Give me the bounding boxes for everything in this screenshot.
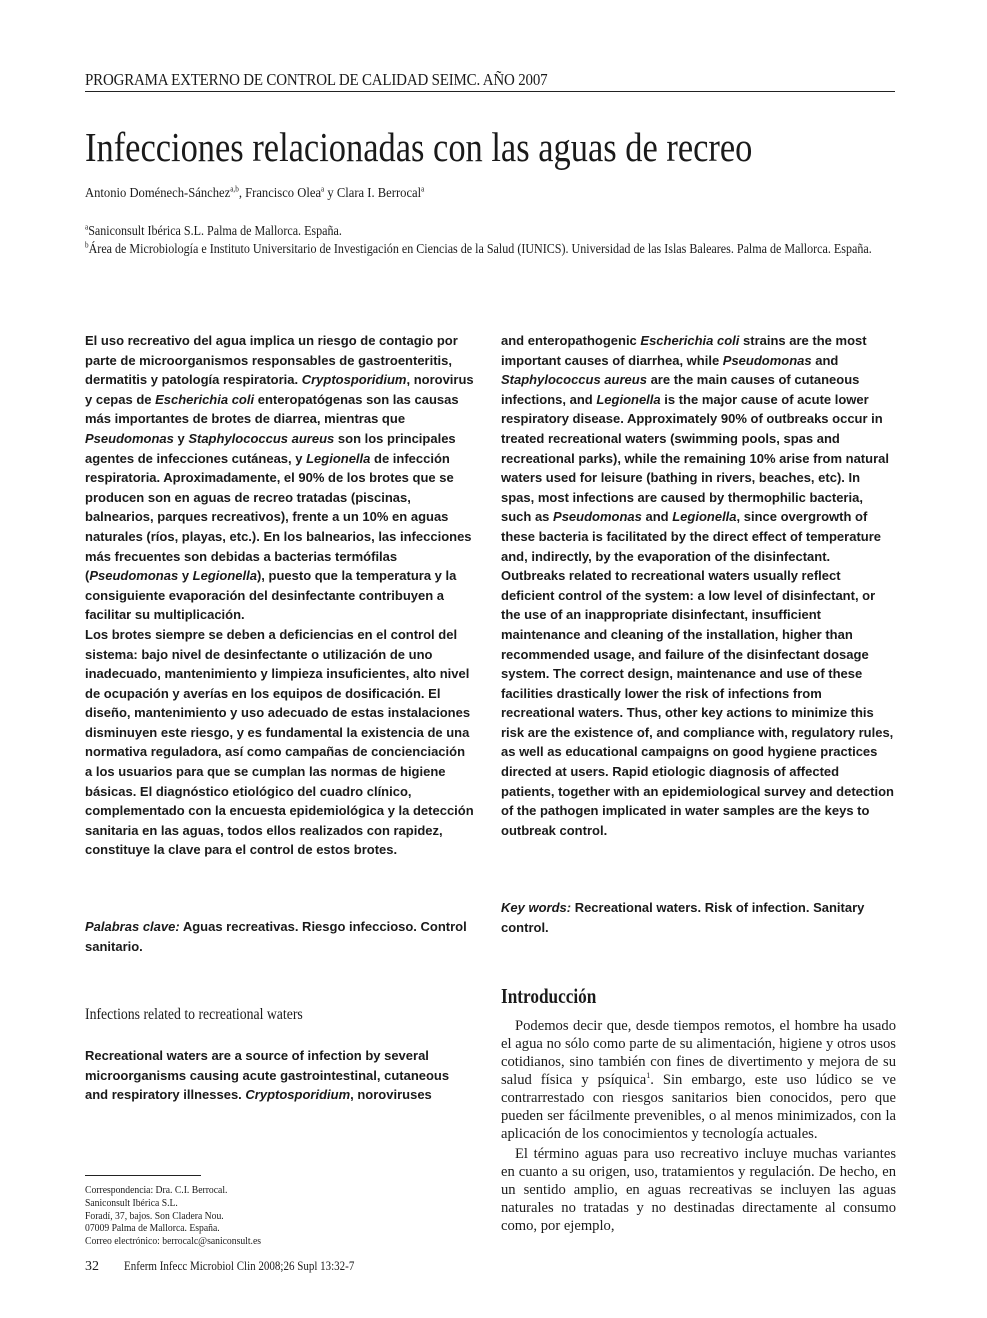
affiliation-a (85, 222, 895, 240)
italic-term: Pseudomonas (722, 352, 812, 368)
page-number: 32 (85, 1259, 99, 1274)
abstract-spanish (85, 331, 475, 860)
body-paragraph (501, 1145, 896, 1235)
italic-term: Staphylococcus aureus (188, 430, 335, 446)
italic-term: Escherichia coli (640, 333, 740, 348)
text-run: strains are the most important causes of diarrhea, while (501, 333, 867, 368)
introduction-body (501, 1017, 896, 1235)
author-affil-marker: a (421, 184, 425, 194)
text-run: and (641, 509, 673, 525)
correspondence-email: Correo electrónico: berrocalc@saniconsult.es (85, 1236, 262, 1248)
italic-term: Legionella (192, 568, 257, 584)
journal-citation: Enferm Infecc Microbiol Clin 2008;26 Supl 13:32-7 (124, 1259, 355, 1273)
italic-term: Pseudomonas (553, 509, 642, 525)
text-run: Recreational waters are a source of infection by several microorganisms causing acute gastrointestinal, cutaneous and respiratory illnesses. (85, 1048, 450, 1103)
affiliation-marker: a (85, 222, 89, 232)
abstract-english-start (85, 1046, 475, 1105)
header-rule (85, 91, 895, 92)
keywords-text: Recreational waters. Risk of infection. Sanitary control. (501, 900, 865, 935)
text-run: , noroviruses (350, 1087, 432, 1103)
correspondence-line: Saniconsult Ibérica S.L. (85, 1197, 178, 1209)
text-run: and (811, 352, 839, 368)
text-run: El término aguas para uso recreativo incluye muchas variantes en cuanto a su origen, uso, tratamientos y regulación. De hecho, en un sentido amplio, en aguas recreativas se incluyen las aguas naturales no tratadas y no destinadas directamente al consumo como, por ejemplo, (501, 1146, 896, 1234)
running-head: PROGRAMA EXTERNO DE CONTROL DE CALIDAD SEIMC. AÑO 2007 (85, 70, 548, 89)
section-heading-introduction: Introducción (501, 984, 597, 1008)
author-name: Clara I. Berrocal (336, 186, 422, 201)
text-run: Los brotes siempre se deben a deficiencias en el control del sistema: bajo nivel de desinfectante o utilización de uno inadecuado, mantenimiento y limpieza insuficientes, alto nivel de ocupación y averías en los equipos de dosificación. El diseño, mantenimiento y uso adecuado de estas instalaciones disminuyen este riesgo, y es fundamental la existencia de una normativa reguladora, así como campañas de concienciación a los usuarios para que se cumplan las normas de higiene básicas. El diagnóstico etiológico del cuadro clínico, complementado con la encuesta epidemiológica y la detección sanitaria en las aguas, todos ellos realizados con rapidez, constituye la clave para el control de estos brotes. (85, 626, 474, 858)
italic-term: Escherichia coli (155, 391, 255, 407)
correspondence-line: 07009 Palma de Mallorca. España. (85, 1223, 220, 1235)
text-run: is the major cause of acute lower respiratory disease. Approximately 90% of outbreaks occur in treated recreational waters (swimming pools, spas and recreational parks), while the remaining 10% arise from natural waters used for leisure (bathing in rivers, beaches, etc). In spas, most infections are caused by thermophilic bacteria, such as (501, 391, 889, 525)
correspondence-line: Correspondencia: Dra. C.I. Berrocal. (85, 1185, 228, 1196)
affiliation-b (85, 240, 895, 258)
text-run: enteropatógenas son las causas más importantes de brotes de diarrea, mientras que (85, 391, 459, 427)
correspondence-line: Foradí, 37, bajos. Son Cladera Nou. (85, 1210, 224, 1222)
text-run: Podemos decir que, desde tiempos remotos, el hombre ha usado el agua no sólo como parte de su alimentación, higiene y otros usos cotidianos, sino también con fines de divertimento y mejora de su salud física y psíquica (501, 1018, 896, 1088)
keywords-spanish (85, 917, 475, 956)
italic-term: Staphylococcus aureus (501, 372, 647, 388)
abstract-paragraph (501, 566, 896, 840)
abstract-paragraph (85, 625, 475, 860)
text-run: , norovirus y cepas de (85, 372, 474, 407)
text-run: Outbreaks related to recreational waters usually reflect deficient control of the system: a low level of disinfectant, or the use of an inappropriate disinfectant, insufficient maintenance and cleaning of the installation, higher than recommended usage, and failure of the disinfectant dosage system. The correct design, maintenance and use of these facilities drastically lower the risk of infections from recreational waters. Thus, other key actions to minimize this risk are the existence of, and compliance with, regulatory rules, as well as educational campaigns on good hygiene practices directed at users. Rapid etiologic diagnosis of affected patients, together with an epidemiological survey and detection of the pathogen implicated in water samples are the keys to outbreak control. (501, 568, 894, 838)
text-run: y (178, 568, 193, 584)
affiliation-marker: b (85, 240, 89, 250)
body-paragraph (501, 1017, 896, 1143)
author-affil-marker: a,b (230, 184, 239, 194)
article-title: Infecciones relacionadas con las aguas de recreo (85, 124, 753, 170)
text-run: son los principales agentes de infecciones cutáneas, y (85, 430, 456, 466)
italic-term: Cryptosporidium (245, 1087, 351, 1103)
keywords-text: Aguas recreativas. Riesgo infeccioso. Control sanitario. (85, 919, 467, 954)
italic-term: Legionella (306, 450, 371, 466)
italic-term: Legionella (672, 509, 737, 525)
italic-term: Legionella (596, 391, 661, 407)
text-run: . Sin embargo, este uso lúdico se ve contrarrestado con riesgos sanitarios bien conocidos, pero que pueden ser fácilmente prevenibles, o al menos minimizados, con la aplicación de los conocimientos y tecnología actuales. (501, 1072, 896, 1142)
keywords-english (501, 898, 896, 937)
text-run: , since overgrowth of these bacteria is facilitated by the direct effect of temperature and, indirectly, by the evaporation of the disinfectant. (501, 509, 882, 564)
author-list (85, 186, 424, 202)
abstract-paragraph (85, 1046, 475, 1105)
italic-term: Pseudomonas (85, 430, 174, 446)
abstract-paragraph (501, 331, 896, 566)
reference-marker: 1 (646, 1071, 651, 1081)
author-name: Antonio Doménech-Sánchez (85, 186, 231, 201)
author-separator: y (324, 186, 337, 201)
abstract-paragraph (85, 331, 475, 625)
text-run: de infección respiratoria. Aproximadamente, el 90% de los brotes que se producen son en aguas de recreo tratadas (piscinas, balnearios, parques recreativos), frente a un 10% en aguas naturales (ríos, playas, etc.). En los balnearios, las infecciones más frecuentes son debidas a bacterias termófilas ( (85, 450, 472, 584)
text-run: ), puesto que la temperatura y la consiguiente evaporación del desinfectante contribuyen a facilitar su multiplicación. (85, 568, 457, 623)
keywords-label: Key words: (501, 900, 572, 915)
affiliation-text: Saniconsult Ibérica S.L. Palma de Mallorca. España. (88, 223, 342, 238)
correspondence-footnote (85, 1185, 261, 1249)
author-name: Francisco Olea (245, 186, 322, 201)
author-affil-marker: a (321, 184, 325, 194)
italic-term: Pseudomonas (89, 568, 179, 584)
keywords-label: Palabras clave: (85, 919, 180, 934)
text-run: El uso recreativo del agua implica un riesgo de contagio por parte de microorganismos responsables de gastroenteritis, dermatitis y patología respiratoria. (85, 333, 458, 388)
abstract-english-continued (501, 331, 896, 840)
footnote-rule (85, 1175, 201, 1176)
italic-term: Cryptosporidium (301, 372, 407, 388)
english-title: Infections related to recreational waters (85, 1006, 303, 1023)
text-run: and enteropathogenic (501, 333, 641, 348)
text-run: are the main causes of cutaneous infections, and (501, 372, 860, 407)
affiliation-text: Área de Microbiología e Instituto Universitario de Investigación en Ciencias de la Salud (IUNICS). Universidad de las Islas Baleares. Palma de Mallorca. España. (88, 241, 872, 256)
author-separator: , (238, 186, 246, 201)
text-run: y (173, 430, 189, 446)
